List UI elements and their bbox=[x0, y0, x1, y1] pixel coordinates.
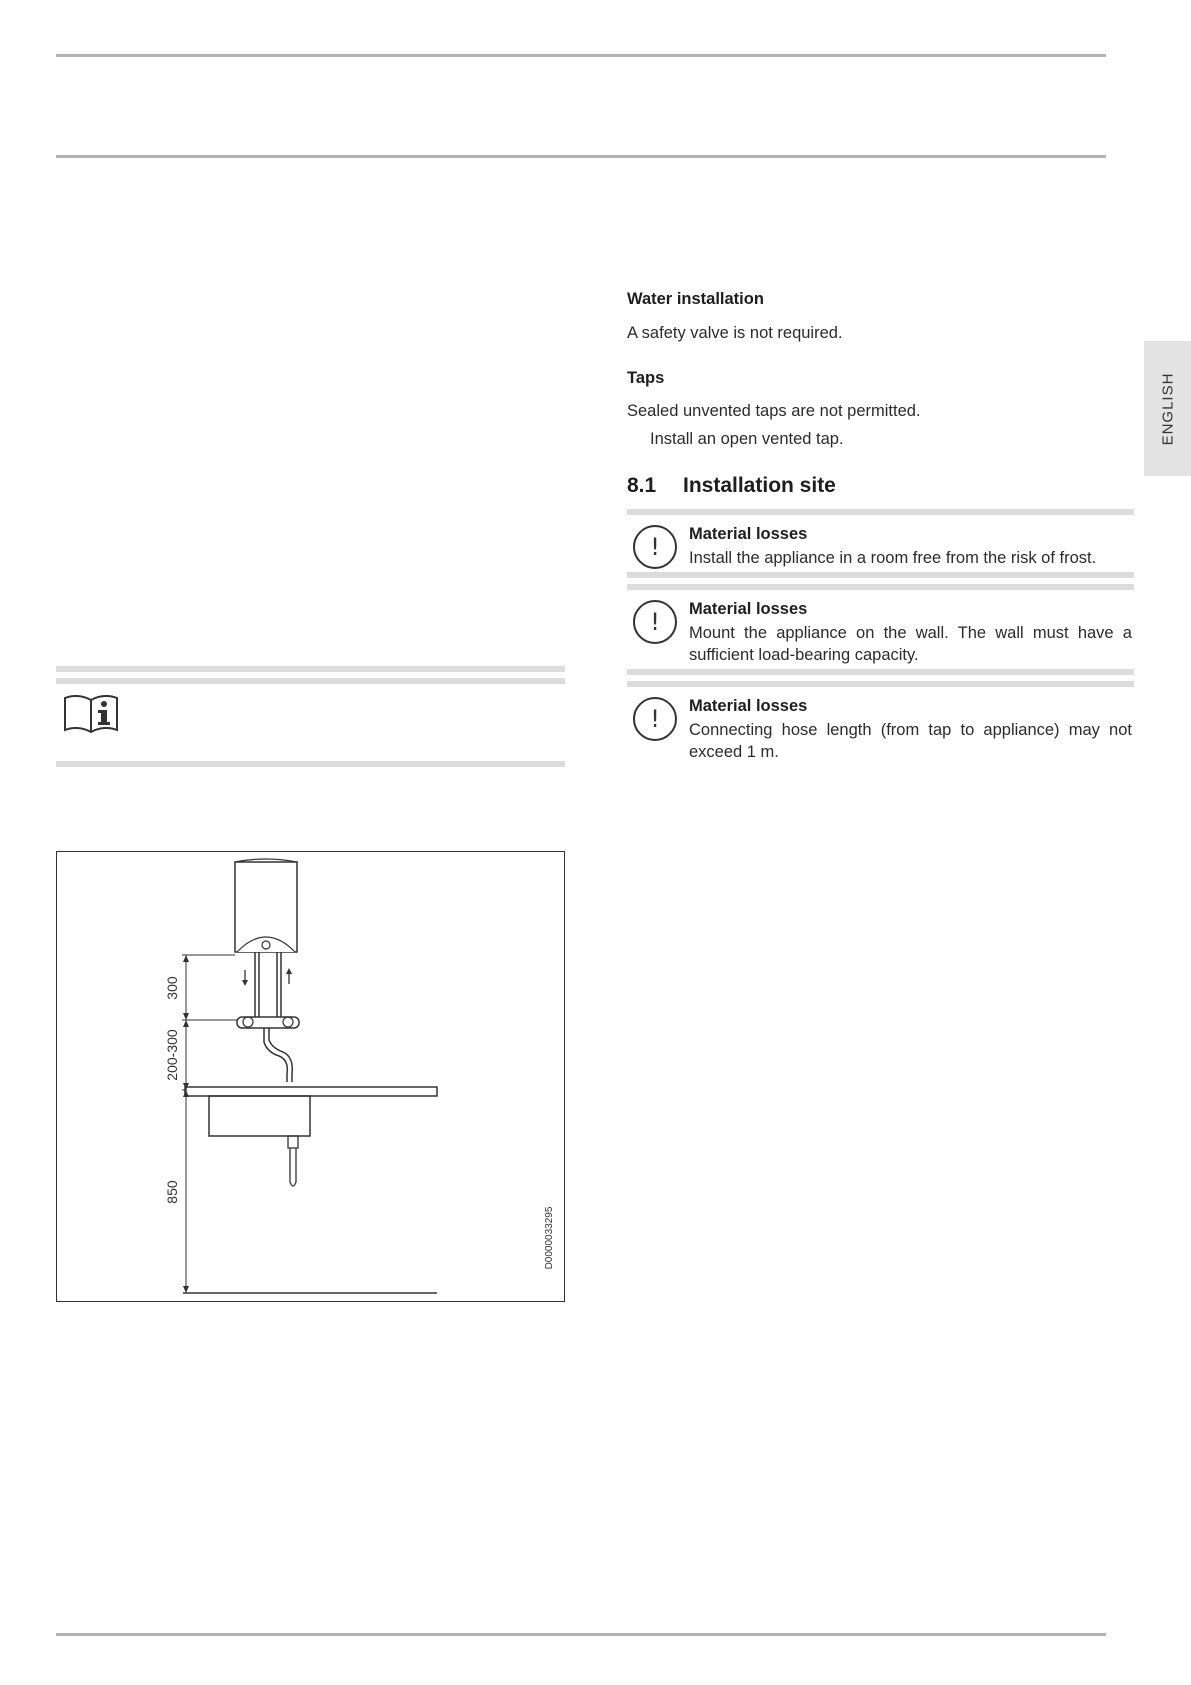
section-number: 8.1 bbox=[627, 474, 657, 497]
dimension-label-200-300: 200-300 bbox=[164, 1029, 180, 1081]
dimension-label-300: 300 bbox=[164, 976, 180, 1000]
footer-rule bbox=[56, 1633, 1106, 1636]
section-title: Installation site bbox=[683, 474, 836, 497]
taps-text: Sealed unvented taps are not permitted. bbox=[627, 402, 921, 420]
water-installation-heading: Water installation bbox=[627, 290, 764, 308]
notice-wall bbox=[627, 584, 1134, 675]
section-heading bbox=[627, 474, 836, 498]
warning-icon: ! bbox=[633, 697, 677, 741]
notice-frost bbox=[627, 509, 1134, 578]
drawing-id: D0000033295 bbox=[544, 1206, 555, 1270]
notice-title: Material losses bbox=[689, 600, 808, 618]
warning-icon: ! bbox=[633, 600, 677, 644]
water-installation-text: A safety valve is not required. bbox=[627, 324, 843, 342]
notice-title: Material losses bbox=[689, 525, 808, 543]
info-box-top-bar bbox=[56, 666, 565, 672]
sink-drawing bbox=[185, 1087, 437, 1186]
info-box-bottom-bar bbox=[56, 761, 565, 767]
notice-body: Install the appliance in a room free from the risk of frost. bbox=[689, 549, 1097, 567]
header-bottom-rule bbox=[56, 155, 1106, 158]
taps-heading: Taps bbox=[627, 369, 665, 387]
info-note-box bbox=[56, 666, 565, 767]
taps-instruction: Install an open vented tap. bbox=[650, 430, 844, 448]
dimension-label-850: 850 bbox=[164, 1180, 180, 1204]
notice-body: Connecting hose length (from tap to appliance) may not exceed 1 m. bbox=[689, 721, 1132, 761]
notice-title: Material losses bbox=[689, 697, 808, 715]
water-heater-drawing bbox=[235, 859, 297, 952]
warning-icon: ! bbox=[633, 525, 677, 569]
book-info-icon bbox=[62, 694, 120, 734]
tap-drawing bbox=[237, 1017, 299, 1082]
installation-figure bbox=[56, 851, 565, 1302]
header-top-rule bbox=[56, 54, 1106, 57]
language-tab-label: ENGLISH bbox=[1159, 372, 1176, 445]
installation-drawing bbox=[57, 852, 563, 1300]
connection-pipes bbox=[242, 952, 292, 1017]
language-tab bbox=[1144, 341, 1191, 476]
info-box-second-bar bbox=[56, 678, 565, 684]
notice-hose bbox=[627, 681, 1134, 771]
notice-body: Mount the appliance on the wall. The wall must have a sufficient load-bearing capacity. bbox=[689, 624, 1132, 664]
